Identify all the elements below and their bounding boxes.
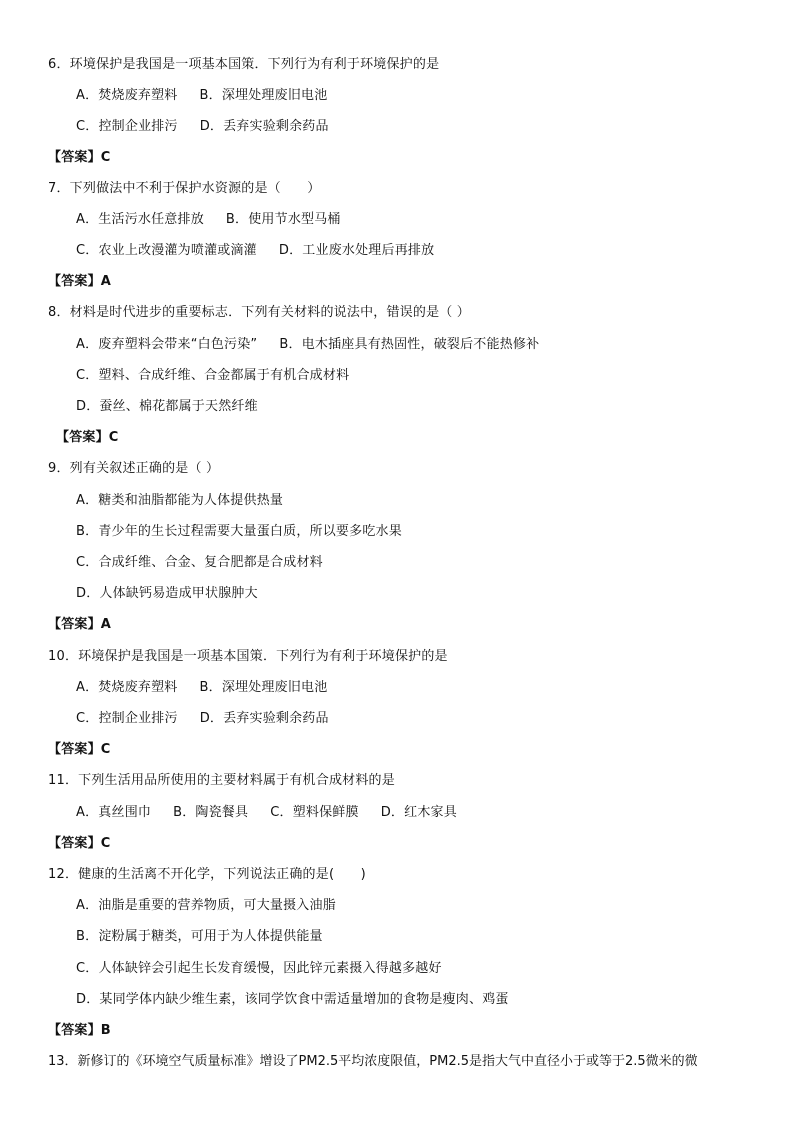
question-6-stem: 6．环境保护是我国是一项基本国策．下列行为有利于环境保护的是 (48, 57, 440, 72)
option-c: C．人体缺锌会引起生长发育缓慢，因此锌元素摄入得越多越好 (76, 961, 442, 976)
option-c: C．农业上改漫灌为喷灌或滴灌 (76, 243, 257, 258)
option-a: A．糖类和油脂都能为人体提供热量 (76, 493, 284, 508)
option-b: B．深埋处理废旧电池 (199, 680, 328, 695)
question-6-options-row-1 (76, 87, 327, 105)
option-c: C．塑料、合成纤维、合金都属于有机合成材料 (76, 368, 350, 383)
option-c: C．合成纤维、合金、复合肥都是合成材料 (76, 555, 323, 570)
question-10-options-row-2 (76, 710, 329, 728)
option-c: C．控制企业排污 (76, 119, 178, 134)
option-d: D．某同学体内缺少维生素，该同学饮食中需适量增加的食物是瘦肉、鸡蛋 (76, 992, 509, 1007)
option-a: A．焚烧废弃塑料 (76, 680, 178, 695)
option-a: A．废弃塑料会带来“白色污染” (76, 337, 258, 352)
option-b: B．使用节水型马桶 (225, 212, 341, 227)
option-d: D．蚕丝、棉花都属于天然纤维 (76, 399, 258, 414)
option-c: C．塑料保鲜膜 (270, 805, 359, 820)
option-b: B．电木插座具有热固性，破裂后不能热修补 (279, 337, 540, 352)
question-7-stem: 7．下列做法中不利于保护水资源的是（ ） (48, 181, 321, 196)
question-6-answer: 【答案】C (48, 150, 111, 165)
question-12-stem: 12．健康的生活离不开化学，下列说法正确的是( ) (48, 867, 366, 882)
question-8-answer: 【答案】C (56, 430, 119, 445)
option-c: C．控制企业排污 (76, 711, 178, 726)
question-6-options-row-2 (76, 118, 329, 136)
option-b: B．淀粉属于糖类，可用于为人体提供能量 (76, 929, 323, 944)
option-a: A．真丝围巾 (76, 805, 152, 820)
option-d: D．工业废水处理后再排放 (278, 243, 435, 258)
question-11-answer: 【答案】C (48, 836, 111, 851)
question-11-stem: 11．下列生活用品所使用的主要材料属于有机合成材料的是 (48, 773, 395, 788)
question-10-stem: 10．环境保护是我国是一项基本国策．下列行为有利于环境保护的是 (48, 649, 448, 664)
question-10-options-row-1 (76, 679, 327, 697)
question-7-options-row-2 (76, 242, 434, 260)
question-9-answer: 【答案】A (48, 617, 112, 632)
option-d: D．红木家具 (380, 805, 457, 820)
question-11-options-row-1 (76, 804, 457, 822)
option-b: B．陶瓷餐具 (173, 805, 249, 820)
option-b: B．青少年的生长过程需要大量蛋白质，所以要多吃水果 (76, 524, 402, 539)
question-7-options-row-1 (76, 211, 341, 229)
question-9-stem: 9．列有关叙述正确的是（ ） (48, 461, 220, 476)
option-d: D．人体缺钙易造成甲状腺肿大 (76, 586, 258, 601)
question-8-stem: 8．材料是时代进步的重要标志．下列有关材料的说法中，错误的是（ ） (48, 305, 471, 320)
question-12-answer: 【答案】B (48, 1023, 111, 1038)
option-b: B．深埋处理废旧电池 (199, 88, 328, 103)
option-d: D．丢弃实验剩余药品 (199, 711, 329, 726)
question-7-answer: 【答案】A (48, 274, 112, 289)
option-d: D．丢弃实验剩余药品 (199, 119, 329, 134)
option-a: A．油脂是重要的营养物质，可大量摄入油脂 (76, 898, 336, 913)
option-a: A．焚烧废弃塑料 (76, 88, 178, 103)
question-8-options-row-1 (76, 336, 539, 354)
question-10-answer: 【答案】C (48, 742, 111, 757)
option-a: A．生活污水任意排放 (76, 212, 204, 227)
question-13-stem: 13．新修订的《环境空气质量标准》增设了PM2.5平均浓度限值，PM2.5是指大气中直径小于或等于2.5微米的微 (48, 1054, 698, 1069)
